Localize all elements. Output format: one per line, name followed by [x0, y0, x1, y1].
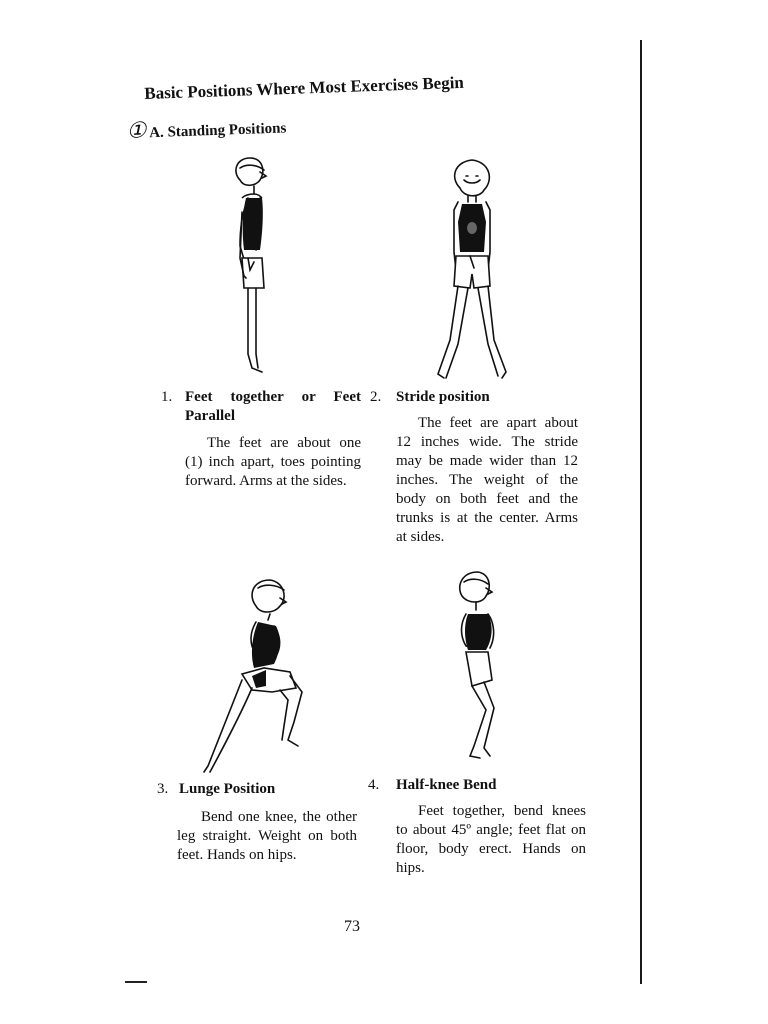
position-number-1: 1.: [161, 389, 173, 405]
caption-2: [370, 388, 580, 548]
position-number-4: 4.: [368, 777, 380, 793]
woman-half-knee-bend-side-view-illustration: [452, 570, 522, 766]
bottom-mark: [125, 981, 147, 983]
figure-lunge-position: [196, 576, 314, 776]
position-description-2: The feet are apart about 12 inches wide. The stride may be made wider than 12 inches. The weight of the body on both feet and the trunks is at the center. Arms at sides.: [396, 415, 578, 545]
position-description-1: The feet are about one (1) inch apart, toes pointing forward. Arms at the sides.: [185, 435, 361, 489]
section-marker: ①: [126, 117, 147, 143]
page-heading: Basic Positions Where Most Exercises Begin: [144, 72, 465, 103]
page-number: 73: [344, 918, 360, 935]
position-number-2: 2.: [370, 389, 382, 405]
figure-feet-together: [226, 154, 286, 384]
figure-stride-position: [432, 158, 514, 382]
caption-3: [157, 780, 361, 890]
caption-1: [161, 388, 361, 518]
figure-half-knee-bend: [452, 570, 522, 766]
section-label: A.: [148, 124, 165, 142]
position-title-1: Feet together or Feet Parallel: [185, 389, 361, 424]
position-title-2: Stride position: [396, 389, 490, 405]
section-title: Standing Positions: [167, 120, 287, 141]
woman-lunge-side-view-illustration: [196, 576, 314, 776]
position-description-3: Bend one knee, the other leg straight. Weight on both feet. Hands on hips.: [177, 809, 357, 863]
position-title-3: Lunge Position: [179, 781, 276, 797]
woman-standing-side-view-illustration: [226, 154, 286, 384]
caption-4: [368, 776, 588, 886]
woman-stride-front-view-illustration: [432, 158, 514, 382]
position-description-4: Feet together, bend knees to about 45º angle; feet flat on floor, body erect. Hands on hips.: [396, 803, 586, 876]
position-title-4: Half-knee Bend: [396, 777, 497, 793]
position-number-3: 3.: [157, 781, 169, 797]
section-heading: [126, 112, 287, 144]
page-edge: [640, 40, 642, 984]
